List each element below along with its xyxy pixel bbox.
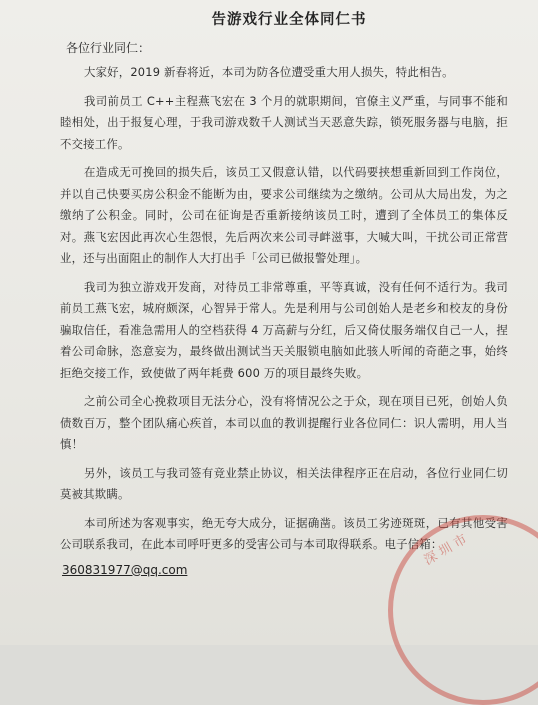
paragraph-4: 我司为独立游戏开发商，对待员工非常尊重，平等真诚，没有任何不适行为。我司前员工燕飞宏，城府颇深，心智异于常人。先是利用与公司创始人是老乡和校友的身份骗取信任，看准急需用人的空档获得 4 万高薪与分红，后又倚仗服务端仅自己一人，捏着公司命脉，恣意妄为，最终做出测试当天关服锁电脑如此骇人听闻的奇葩之事，始终拒绝交接工作，致使做了两年耗费 600 万的项目最终失败。 <box>60 279 508 380</box>
paragraph-5: 之前公司全心挽救项目无法分心，没有将情况公之于众，现在项目已死，创始人负债数百万，整个团队痛心疾首，本司以血的教训提醒行业各位同仁：识人需明，用人当慎！ <box>60 394 508 451</box>
letter-title: 告游戏行业全体同仁书 <box>211 12 367 28</box>
paragraph-6: 另外，该员工与我司签有竞业禁止协议，相关法律程序正在启动，各位行业同仁切莫被其欺瞒。 <box>60 465 508 501</box>
contact-email[interactable]: 360831977@qq.com <box>62 562 188 577</box>
salutation: 各位行业同仁： <box>66 41 151 55</box>
paragraph-2: 我司前员工 C++主程燕飞宏在 3 个月的就职期间，官僚主义严重，与同事不能和睦相处，出于报复心理，于我司游戏数千人测试当天恶意失踪，锁死服务器与电脑，拒不交接工作。 <box>60 93 508 151</box>
paragraph-1: 大家好，2019 新春将近，本司为防各位遭受重大用人损失，特此相告。 <box>84 65 454 79</box>
stamp-text: 深圳市 <box>421 529 474 569</box>
paragraph-7: 本司所述为客观事实，绝无夸大成分，证据确凿。该员工劣迹斑斑，已有其他受害公司联系我司，在此本司呼吁更多的受害公司与本司取得联系。电子信箱： <box>60 515 508 551</box>
paragraph-3: 在造成无可挽回的损失后，该员工又假意认错，以代码要挟想重新回到工作岗位，并以自己快要买房公积金不能断为由，要求公司继续为之缴纳。公司从大局出发，为之缴纳了公积金。同时，公司在征询是否重新接纳该员工时，遭到了全体员工的集体反对。燕飞宏因此再次心生怨恨，先后两次来公司寻衅滋事，大喊大叫，干扰公司正常营业，还与出面阻止的制作人大打出手「公司已做报警处理」。 <box>60 165 508 265</box>
